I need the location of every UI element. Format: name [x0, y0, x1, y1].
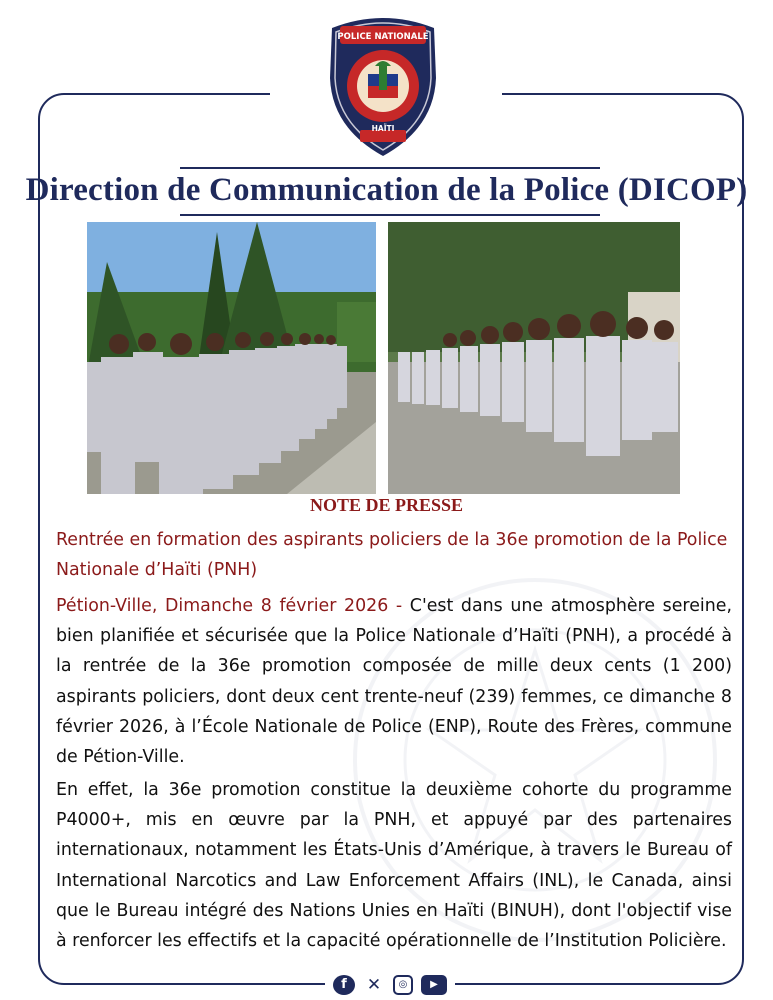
paragraph-1	[56, 591, 732, 772]
page-title: Direction de Communication de la Police (DICOP)	[25, 172, 748, 208]
badge-bottom-text: HAÏTI	[371, 124, 395, 133]
title-rule-top	[180, 167, 600, 169]
title-rule-bottom	[180, 214, 600, 216]
photo-recruits-right	[388, 222, 680, 494]
press-note-label: NOTE DE PRESSE	[309, 495, 464, 515]
paragraph-1-body: C'est dans une atmosphère sereine, bien planifiée et sécurisée que la Police Nationale d’Haïti (PNH), a procédé à la rentrée de la 36e promotion composée de mille deux cents (1 200) aspirants policiers, dont deux cent trente-neuf (239) femmes, ce dimanche 8 février 2026, à l’École Nationale de Police (ENP), Route des Frères, commune de Pétion-Ville.	[56, 596, 732, 768]
photo-recruits-left	[87, 222, 376, 494]
svg-text:POLICE NATIONALE: POLICE NATIONALE	[337, 32, 429, 42]
press-headline: Rentrée en formation des aspirants policiers de la 36e promotion de la Police Nationale d’Haïti (PNH)	[56, 530, 728, 580]
instagram-icon[interactable]: ◎	[393, 975, 413, 995]
paragraph-2: En effet, la 36e promotion constitue la deuxième cohorte du programme P4000+, mis en œuvre par la PNH, et appuyé par des partenaires internationaux, notamment les États-Unis d’Amérique, à travers le Bureau of International Narcotics and Law Enforcement Affairs (INL), le Canada, ainsi que le Bureau intégré des Nations Unies en Haïti (BINUH), dont l'objectif vise à renforcer les effectifs et la capacité opérationnelle de l’Institution Policière.	[56, 780, 732, 952]
facebook-icon[interactable]: f	[333, 975, 355, 995]
dateline: Pétion-Ville, Dimanche 8 février 2026 -	[56, 596, 403, 616]
police-badge-logo	[324, 8, 442, 160]
x-icon[interactable]: ✕	[366, 975, 382, 995]
youtube-icon[interactable]: ▶	[421, 975, 447, 995]
social-icons	[333, 975, 447, 995]
